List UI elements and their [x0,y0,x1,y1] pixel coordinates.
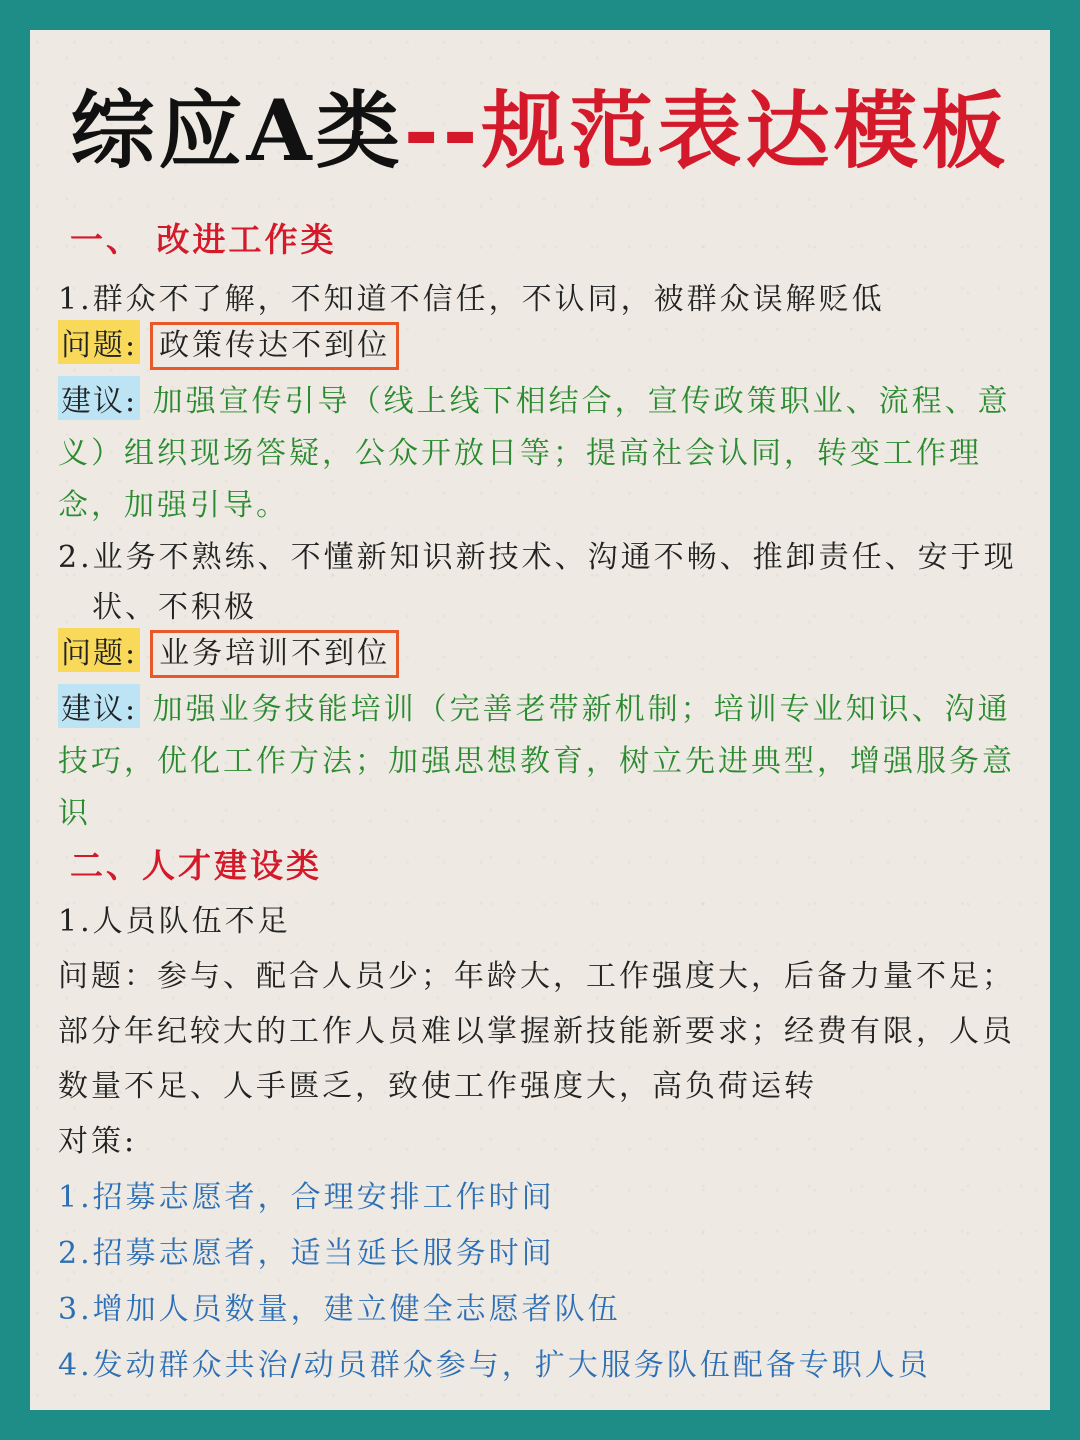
title-red-part: --规范表达模板 [403,81,1010,180]
measure-item: 4.发动群众共治/动员群众参与，扩大服务队伍配备专职人员 [58,1348,931,1383]
suggest-text: 念，加强引导。 [58,488,289,523]
section2-problem-text: 部分年纪较大的工作人员难以掌握新技能新要求；经费有限，人员 [58,1014,1015,1049]
section1-heading: 一、 改进工作类 [70,220,337,259]
suggest-text: 加强业务技能培训（完善老带新机制；培训专业知识、沟通 [152,692,1011,727]
suggest-text: 义）组织现场答疑，公众开放日等；提高社会认同，转变工作理 [58,436,982,471]
suggest-text: 识 [58,796,91,831]
measure-item: 3.增加人员数量，建立健全志愿者队伍 [58,1292,621,1327]
measure-item: 2.招募志愿者，适当延长服务时间 [58,1236,555,1271]
section2-problem-text: 问题：参与、配合人员少；年龄大，工作强度大，后备力量不足； [58,959,1015,994]
section1-item2-text: 2.业务不熟练、不懂新知识新技术、沟通不畅、推卸责任、安于现 [58,540,1017,575]
section1-item1-suggest-line [58,376,1011,420]
problem-label: 问题: [58,628,140,672]
measure-item: 1.招募志愿者，合理安排工作时间 [58,1180,555,1215]
section1-item2-text: 状、不积极 [92,590,257,625]
section1-item2-problem [58,628,399,678]
title-black-part: 综应A类 [70,81,404,180]
section1-item2-suggest-line [58,684,1011,728]
problem-boxed-text: 政策传达不到位 [150,322,399,370]
suggest-text: 技巧，优化工作方法；加强思想教育，树立先进典型，增强服务意 [58,744,1015,779]
suggest-label: 建议: [58,376,140,420]
section2-item1-text: 1.人员队伍不足 [58,904,291,939]
suggest-label: 建议: [58,684,140,728]
section2-problem-text: 数量不足、人手匮乏，致使工作强度大，高负荷运转 [58,1069,817,1104]
problem-label: 问题: [58,320,140,364]
problem-boxed-text: 业务培训不到位 [150,630,399,678]
section2-measures-label: 对策: [58,1124,138,1159]
suggest-text: 加强宣传引导（线上线下相结合，宣传政策职业、流程、意 [152,384,1011,419]
page-title [0,64,1080,185]
section1-item1-problem [58,320,399,370]
section1-item1-text: 1.群众不了解，不知道不信任，不认同，被群众误解贬低 [58,282,885,317]
section2-heading: 二、人才建设类 [70,846,322,885]
